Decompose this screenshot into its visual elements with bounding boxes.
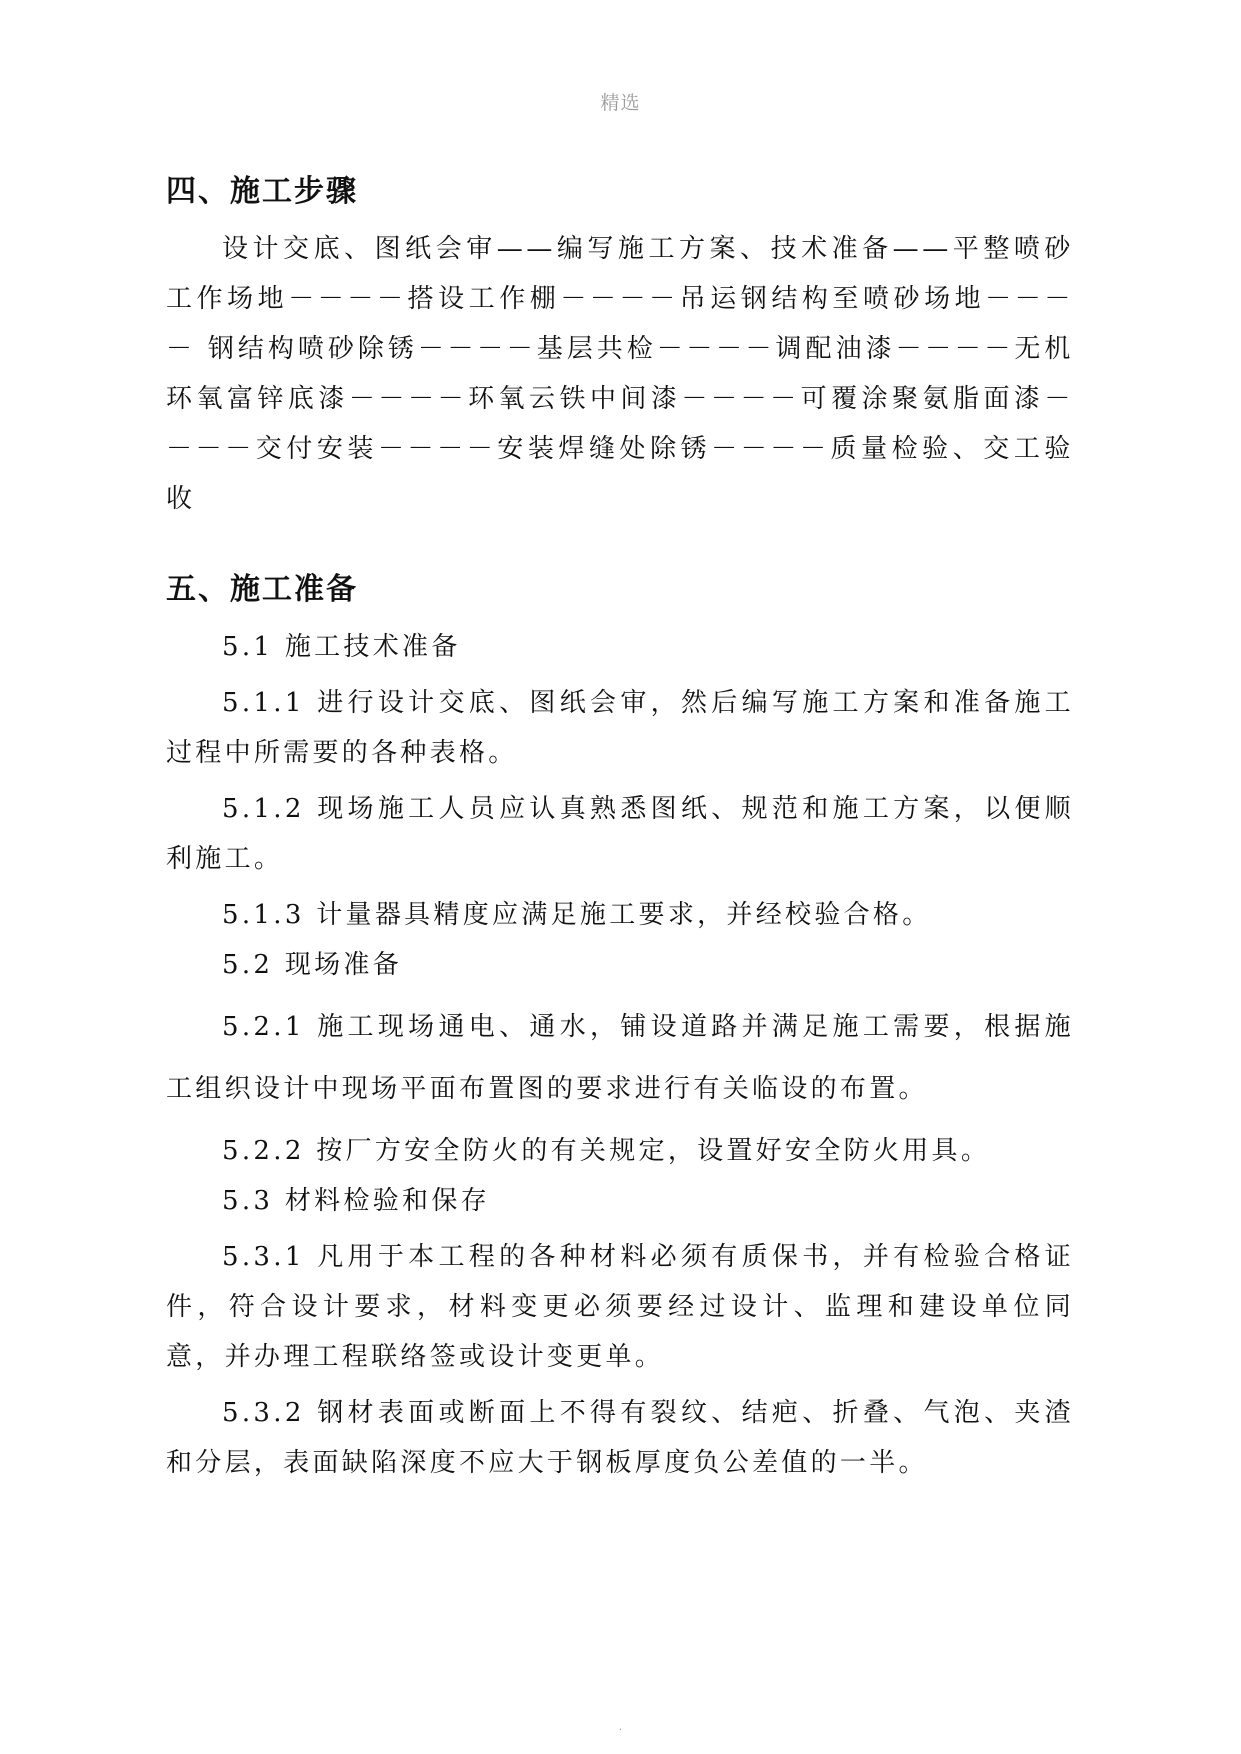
- clause-5-1-3: 5.1.3 计量器具精度应满足施工要求，并经校验合格。: [222, 900, 932, 930]
- construction-steps-flow: 设计交底、图纸会审——编写施工方案、技术准备——平整喷砂工作场地－－－－搭设工作棚－－－－吊运钢结构至喷砂场地－－－－ 钢结构喷砂除锈－－－－基层共检－－－－调配油漆－－－－无机环氧富锌底漆－－－－环氧云铁中间漆－－－－可覆涂聚氨脂面漆－－－－交付安装－－－－安装焊缝处除锈－－－－质量检验、交工验收: [166, 234, 1074, 514]
- subsection-5-1-title: 5.1 施工技术准备: [222, 632, 461, 662]
- clause-5-3-1: 5.3.1 凡用于本工程的各种材料必须有质保书，并有检验合格证件，符合设计要求，材料变更必须要经过设计、监理和建设单位同意，并办理工程联络签或设计变更单。: [166, 1242, 1074, 1372]
- clause-5-2-2: 5.2.2 按厂方安全防火的有关规定，设置好安全防火用具。: [222, 1136, 991, 1166]
- subsection-5-2-title: 5.2 现场准备: [222, 950, 403, 980]
- page-footer-mark: .: [618, 1722, 623, 1733]
- document-body: [166, 170, 1074, 1488]
- page-header: 精选: [600, 92, 641, 114]
- clause-5-1-1: 5.1.1 进行设计交底、图纸会审，然后编写施工方案和准备施工过程中所需要的各种表格。: [166, 688, 1074, 768]
- clause-5-1-2: 5.1.2 现场施工人员应认真熟悉图纸、规范和施工方案，以便顺利施工。: [166, 794, 1074, 874]
- clause-5-2-1: 5.2.1 施工现场通电、通水，铺设道路并满足施工需要，根据施工组织设计中现场平面布置图的要求进行有关临设的布置。: [166, 1012, 1074, 1104]
- section-5-title: 五、施工准备: [166, 572, 358, 607]
- subsection-5-3-title: 5.3 材料检验和保存: [222, 1186, 490, 1216]
- section-4-title: 四、施工步骤: [166, 174, 358, 209]
- clause-5-3-2: 5.3.2 钢材表面或断面上不得有裂纹、结疤、折叠、气泡、夹渣和分层，表面缺陷深度不应大于钢板厚度负公差值的一半。: [166, 1398, 1074, 1478]
